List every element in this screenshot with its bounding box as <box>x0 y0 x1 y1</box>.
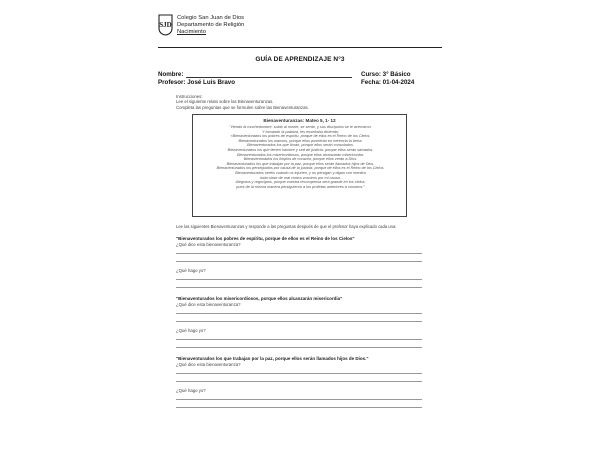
course-label: Curso: 3° Básico <box>361 71 411 78</box>
answer-line[interactable] <box>176 339 422 340</box>
reading-line: Y tomando la palabra, les enseñaba diciendo: <box>262 129 339 134</box>
reading-line: "Viendo la muchedumbre, subió al monte, se sentó, y sus discípulos se le acercaron. <box>229 125 372 129</box>
answer-line[interactable] <box>176 253 422 254</box>
reading-text <box>197 125 404 189</box>
sjd-logo-icon <box>158 14 173 36</box>
reading-line: Alegraos y regocijaos, porque vuestra recompensa será grande en los cielos; <box>235 180 366 185</box>
question-prompt: ¿Qué hago yo? <box>176 328 206 333</box>
reading-line: Bienaventurados los que trabajan por la paz, porque ellos serán llamados hijos de Dios. <box>226 161 375 166</box>
header-divider <box>158 47 442 48</box>
reading-line: pues de la misma manera persiguieron a los profetas anteriores a vosotros." <box>236 184 365 189</box>
date-label: Fecha: 01-04-2024 <box>361 79 415 86</box>
school-name: Colegio San Juan de Dios <box>177 15 245 21</box>
answer-line[interactable] <box>176 287 422 288</box>
answer-line[interactable] <box>176 261 422 262</box>
answer-line[interactable] <box>176 373 422 374</box>
answer-line[interactable] <box>176 347 422 348</box>
instructions-heading: Instrucciones: <box>176 94 203 99</box>
name-label: Nombre: <box>158 71 184 78</box>
department-name: Departamento de Religión <box>177 22 245 28</box>
question-quote: "Bienaventurados los pobres de espíritu, porque de ellos es el Reino de los Cielos" <box>176 236 355 241</box>
teacher-label: Profesor: José Luis Bravo <box>158 79 236 86</box>
answer-line[interactable] <box>176 313 422 314</box>
reading-line: «Bienaventurados los pobres de espíritu, porque de ellos es el Reino de los Cielos. <box>230 134 371 139</box>
school-info <box>177 15 244 36</box>
question-quote: "Bienaventurados los misericordiosos, porque ellos alcanzarán misericordia" <box>176 296 343 301</box>
answer-line[interactable] <box>176 381 422 382</box>
answer-line[interactable] <box>176 399 422 400</box>
question-prompt: ¿Qué dice esta bienaventuranza? <box>176 302 241 307</box>
question-prompt: ¿Qué dice esta bienaventuranza? <box>176 242 241 247</box>
answer-line[interactable] <box>176 321 422 322</box>
reading-title: Bienaventuranzas: Mateo 5, 1- 12 <box>263 118 336 123</box>
question-quote: "Bienaventurados los que trabajan por la paz, porque ellos serán llamados hijos de Dios." <box>176 356 369 361</box>
answer-line[interactable] <box>176 279 422 280</box>
reading-line: Bienaventurados los perseguidos por causa de la justicia, porque de ellos es el Reino de los Cielos. <box>216 166 385 171</box>
questions-lead: Lee las siguientes Bienaventuranzas y responde a las preguntas después de que el profesor haya explicado cada una: <box>176 224 397 229</box>
question-prompt: ¿Qué hago yo? <box>176 268 206 273</box>
instructions-line: Lee el siguiente relato sobre las Bienaventuranzas. <box>176 99 274 105</box>
reading-line: toda clase de mal contra vosotros por mi causa. <box>260 175 341 180</box>
reading-line: Bienaventurados los que tienen hambre y sed de justicia, porque ellos serán saciados. <box>227 147 374 152</box>
reading-line: Bienaventurados los mansos, porque ellos poseerán en herencia la tierra. <box>238 138 363 143</box>
reading-box <box>192 114 407 217</box>
reading-line: Bienaventurados los misericordiosos, porque ellos alcanzarán misericordia. <box>237 152 364 157</box>
name-field-line[interactable] <box>186 77 352 78</box>
question-prompt: ¿Qué dice esta bienaventuranza? <box>176 362 241 367</box>
svg-text:SJD: SJD <box>159 21 172 29</box>
instructions-line: Completa las preguntas que se formulen sobre las Bienaventuranzas. <box>176 104 309 110</box>
reading-line: Bienaventurados seréis cuando os injurien, y os persigan y digan con mentira <box>235 170 366 175</box>
instructions <box>176 94 309 110</box>
question-prompt: ¿Qué hago yo? <box>176 388 206 393</box>
school-location: Nacimiento <box>177 29 206 35</box>
reading-line: Bienaventurados los limpios de corazón, porque ellos verán a Dios. <box>243 157 358 162</box>
answer-line[interactable] <box>176 407 422 408</box>
reading-line: Bienaventurados los que lloran, porque ellos serán consolados. <box>247 143 354 148</box>
worksheet-title: GUÍA DE APRENDIZAJE N°3 <box>255 56 345 63</box>
